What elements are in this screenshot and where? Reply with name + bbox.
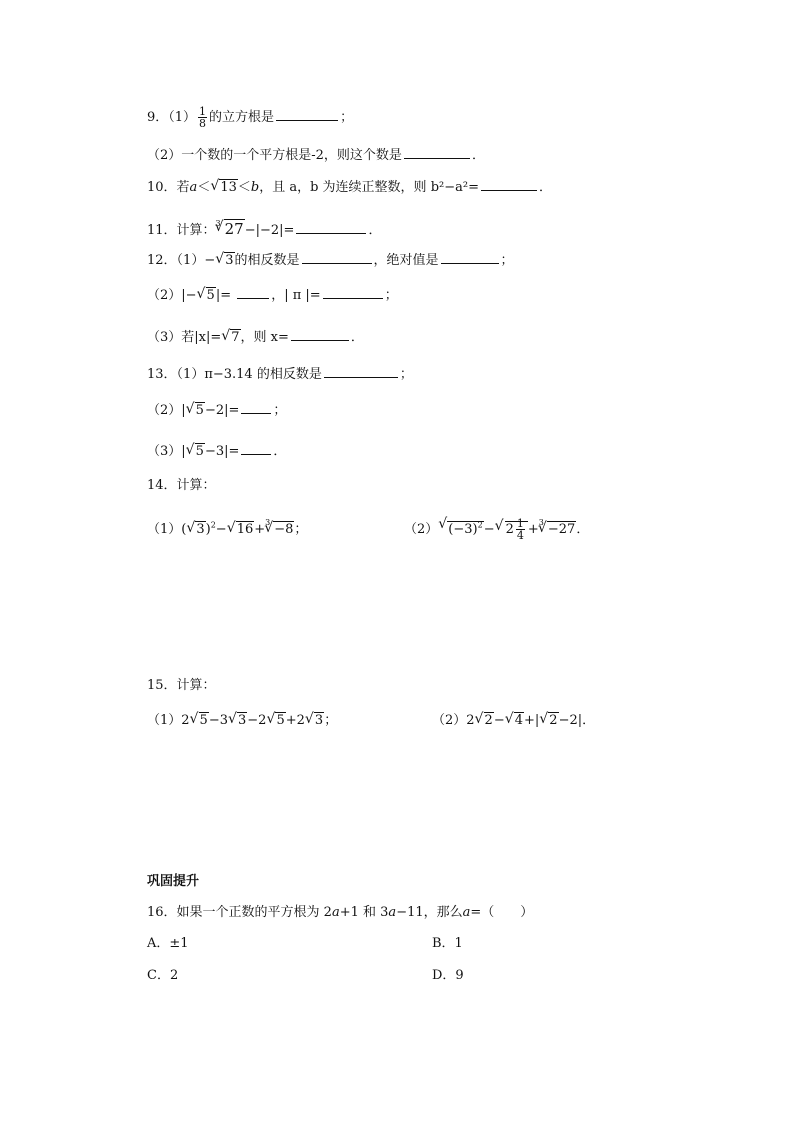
- cube-root-neg8: √ −8: [265, 520, 294, 540]
- answer-blank[interactable]: [237, 284, 269, 299]
- fraction-one-eighth: $\frac{1}{8}$: [199, 105, 207, 130]
- answer-blank[interactable]: [441, 249, 499, 264]
- q15-part2: （2）2√ 2−√ 4+|√ 2−2|．: [432, 711, 595, 731]
- q13-part1: 13．（1）π−3.14 的相反数是 ；: [147, 363, 413, 385]
- sqrt-mixed-fraction: √ 2 $\frac{1}{4}$: [496, 518, 528, 541]
- q9-part1: 9．（1） $\frac{1}{8}$ 的立方根是 ；: [147, 105, 354, 130]
- answer-blank[interactable]: [404, 144, 470, 159]
- sqrt-3: √ 3: [306, 711, 324, 731]
- q15-title: 15．计算：: [147, 678, 216, 693]
- sqrt-neg3-squared: √ $(-3)^2$: [439, 516, 483, 540]
- option-a[interactable]: A．±1: [147, 936, 189, 951]
- answer-blank[interactable]: [324, 363, 398, 378]
- option-c[interactable]: C．2: [147, 968, 179, 983]
- q11: 11．计算：$^3$√ 27−|−2|= ．: [147, 214, 381, 241]
- q10: 10．若a＜√ 13＜b，且 a，b 为连续正整数，则 b²−a²= ．: [147, 176, 552, 198]
- q12-part2: （2）|−√ 5|= ，| π |= ；: [147, 284, 398, 306]
- sqrt-5: √ 5: [187, 401, 205, 421]
- answer-blank[interactable]: [276, 106, 338, 121]
- answer-blank[interactable]: [291, 326, 349, 341]
- option-d[interactable]: D．9: [432, 968, 464, 983]
- q9-part2: （2）一个数的一个平方根是-2，则这个数是 ．: [147, 144, 485, 166]
- answer-blank[interactable]: [323, 284, 383, 299]
- answer-blank[interactable]: [481, 176, 537, 191]
- sqrt-3: √ 3: [187, 520, 205, 540]
- sqrt-2: √ 2: [540, 711, 558, 731]
- sqrt-2: √ 2: [476, 711, 494, 731]
- q15-part1: （1）2√ 5−3√ 3−2√ 5+2√ 3；: [147, 711, 337, 731]
- option-b[interactable]: B．1: [432, 936, 463, 951]
- q12-part3: （3）若|x|=√ 7，则 x= ．: [147, 326, 364, 348]
- q16-question: 16．如果一个正数的平方根为 2a+1 和 3a−11，那么a=（ ）: [147, 905, 534, 920]
- answer-blank[interactable]: [241, 440, 271, 455]
- sqrt-16: √ 16: [228, 520, 255, 540]
- q14-part1: （1）(√ 3)$^2$−√ 16+$^3$√ −8；: [147, 513, 307, 540]
- q13-part3: （3）|√ 5−3|= ．: [147, 440, 286, 462]
- answer-blank[interactable]: [302, 249, 372, 264]
- q14-part2: （2）√ $(-3)^2-√$ 2 $\frac{1}{4}$ +$^3$√ −27．: [404, 513, 589, 541]
- sqrt-5: √ 5: [267, 711, 285, 731]
- q14-title: 14．计算：: [147, 478, 216, 493]
- q13-part2: （2）|√ 5−2|= ；: [147, 399, 286, 421]
- sqrt-4: √ 4: [506, 711, 524, 731]
- sqrt-3: √ 3: [229, 711, 247, 731]
- sqrt-13: √ 13: [211, 178, 238, 198]
- q12-part1: 12．（1）−√ 3的相反数是 ，绝对值是 ；: [147, 249, 514, 271]
- sqrt-3: √ 3: [216, 251, 234, 271]
- answer-blank[interactable]: [296, 219, 366, 234]
- cube-root-27: √ 27: [216, 219, 245, 239]
- sqrt-5: √ 5: [198, 286, 216, 306]
- sqrt-7: √ 7: [222, 328, 240, 348]
- cube-root-neg27: √ −27: [539, 520, 576, 540]
- sqrt-5: √ 5: [187, 442, 205, 462]
- sqrt-5: √ 5: [191, 711, 209, 731]
- q9-number: 9．（1）: [147, 110, 197, 125]
- section-heading: 巩固提升: [147, 874, 200, 889]
- answer-blank[interactable]: [241, 399, 271, 414]
